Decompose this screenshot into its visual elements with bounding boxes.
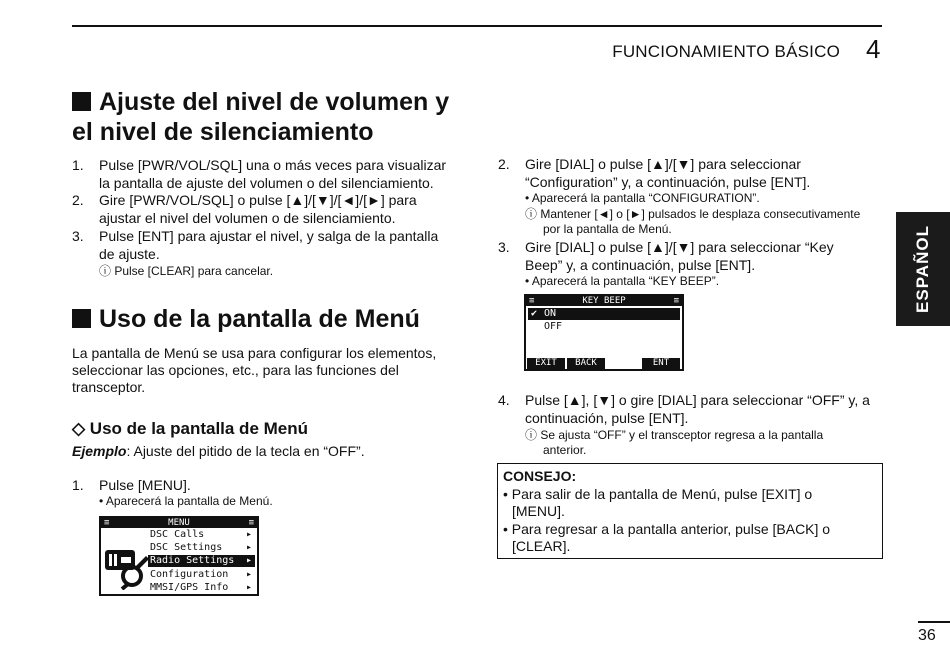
step-item: 3. Pulse [ENT] para ajustar el nivel, y salga de la pantalla de ajuste. ⓘ Pulse [CLEAR] para cancelar. bbox=[72, 228, 439, 278]
square-bullet-icon bbox=[72, 92, 91, 111]
menu-intro-line2: seleccionar las opciones, etc., para las funciones del bbox=[72, 362, 399, 378]
key-beep-screen bbox=[524, 294, 684, 371]
page-number: 36 bbox=[918, 627, 936, 644]
menu-glyph-icon: ≡ bbox=[529, 296, 535, 306]
step-note: • Aparecerá la pantalla de Menú. bbox=[99, 494, 273, 508]
tip-bullet: • Para salir de la pantalla de Menú, pulse [EXIT] o bbox=[503, 486, 813, 502]
tip-box bbox=[497, 463, 883, 559]
option-off: OFF bbox=[544, 321, 563, 332]
radio-settings-icon bbox=[104, 546, 150, 590]
menu-intro-line1: La pantalla de Menú se usa para configurar los elementos, bbox=[72, 345, 437, 361]
menu-screen-titlebar: ≡ MENU ≡ bbox=[101, 518, 257, 528]
step-item: 2. Gire [DIAL] o pulse [▲]/[▼] para seleccionar “Configuration” y, a continuación, pulse [ENT]. • Aparecerá la pantalla “CONFIGURATION”. ⓘ Mantener [◄] o [►] pulsados le desplaza consecutivamente por la pantalla de Menú. bbox=[498, 156, 861, 236]
menu-intro-line3: transceptor. bbox=[72, 379, 146, 395]
language-tab bbox=[896, 212, 950, 326]
checkmark-icon: ✔ bbox=[531, 308, 538, 319]
step-item: 3. Gire [DIAL] o pulse [▲]/[▼] para seleccionar “Key Beep” y, a continuación, pulse [ENT]. • Aparecerá la pantalla “KEY BEEP”. bbox=[498, 239, 834, 288]
chevron-right-icon: ▸ bbox=[245, 582, 252, 593]
step-item: 2. Gire [PWR/VOL/SQL] o pulse [▲]/[▼]/[◄]/[►] para ajustar el nivel del volumen o de silenciamiento. bbox=[72, 192, 417, 226]
menu-item-selected: Radio Settings bbox=[148, 555, 255, 567]
tip-bullet-cont: [CLEAR]. bbox=[512, 538, 571, 554]
language-tab-label: ESPAÑOL bbox=[913, 225, 932, 313]
step-item: 1. Pulse [MENU]. • Aparecerá la pantalla de Menú. bbox=[72, 477, 273, 508]
menu-item: DSC Settings bbox=[150, 542, 223, 553]
section-heading-menu: Uso de la pantalla de Menú bbox=[72, 304, 420, 334]
menu-glyph-icon: ≡ bbox=[248, 518, 254, 528]
menu-item: DSC Calls bbox=[150, 529, 205, 540]
key-beep-titlebar: ≡ KEY BEEP ≡ bbox=[526, 296, 682, 306]
back-softkey: BACK bbox=[567, 358, 605, 369]
menu-screen bbox=[99, 516, 259, 596]
ent-softkey: ENT bbox=[642, 358, 680, 369]
menu-glyph-icon: ≡ bbox=[673, 296, 679, 306]
step-note: por la pantalla de Menú. bbox=[543, 222, 672, 236]
step-note: ⓘ Pulse [CLEAR] para cancelar. bbox=[99, 264, 274, 278]
step-item: 1. Pulse [PWR/VOL/SQL] una o más veces para visualizar la pantalla de ajuste del volumen o del silenciamiento. bbox=[72, 157, 447, 191]
example-text: : Ajuste del pitido de la tecla en “OFF”. bbox=[126, 443, 365, 459]
menu-glyph-icon: ≡ bbox=[104, 518, 110, 528]
tip-label: CONSEJO: bbox=[503, 468, 577, 484]
option-on-selected: ✔ ON bbox=[528, 308, 680, 320]
tip-bullet: • Para regresar a la pantalla anterior, pulse [BACK] o bbox=[503, 521, 831, 537]
chevron-right-icon: ▸ bbox=[245, 555, 252, 566]
section-heading-volume: Ajuste del nivel de volumen y bbox=[72, 87, 449, 117]
header-rule bbox=[72, 25, 882, 27]
section-heading-volume-line2: el nivel de silenciamiento bbox=[72, 118, 374, 146]
page-number-rule bbox=[918, 621, 950, 623]
softkey-bar bbox=[526, 358, 682, 369]
chapter-number: 4 bbox=[866, 34, 881, 64]
step-item: 4. Pulse [▲], [▼] o gire [DIAL] para seleccionar “OFF” y, a continuación, pulse [ENT]. ⓘ Se ajusta “OFF” y el transceptor regresa a la pantalla anterior. bbox=[498, 392, 870, 457]
step-note: ⓘ Se ajusta “OFF” y el transceptor regresa a la pantalla bbox=[525, 428, 824, 442]
step-note: anterior. bbox=[543, 443, 587, 457]
menu-item: Configuration bbox=[150, 569, 229, 580]
example-line bbox=[72, 443, 365, 461]
chevron-right-icon: ▸ bbox=[245, 529, 252, 540]
chevron-right-icon: ▸ bbox=[245, 542, 252, 553]
subsection-heading: ◇ Uso de la pantalla de Menú bbox=[72, 419, 309, 438]
step-note: • Aparecerá la pantalla “CONFIGURATION”. bbox=[525, 191, 760, 205]
exit-softkey: EXIT bbox=[527, 358, 565, 369]
square-bullet-icon bbox=[72, 309, 91, 328]
step-note: • Aparecerá la pantalla “KEY BEEP”. bbox=[525, 274, 720, 288]
example-label: Ejemplo bbox=[72, 443, 127, 459]
step-note: ⓘ Mantener [◄] o [►] pulsados le desplaza consecutivamente bbox=[525, 207, 861, 221]
menu-item: MMSI/GPS Info bbox=[150, 582, 229, 593]
tip-bullet-cont: [MENU]. bbox=[512, 503, 565, 519]
section-header: FUNCIONAMIENTO BÁSICO bbox=[612, 42, 840, 61]
chevron-right-icon: ▸ bbox=[245, 569, 252, 580]
